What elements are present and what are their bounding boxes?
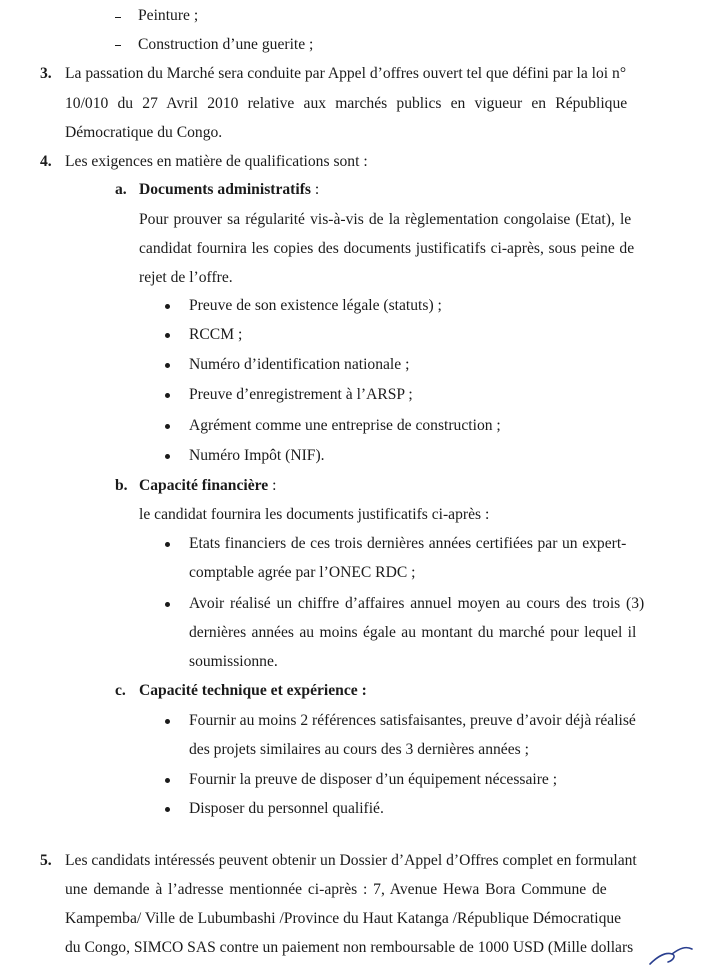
list-item: Avoir réalisé un chiffre d’affaires annuel moyen au cours des trois (3): [189, 595, 645, 612]
bullet-dot: [165, 454, 170, 459]
sub-title: Capacité financière: [139, 477, 269, 494]
bullet-dot: [165, 602, 170, 607]
line-text: La passation du Marché sera conduite par Appel d’offres ouvert tel que défini par la loi n°: [65, 65, 627, 82]
list-item-continuation: comptable agrée par l’ONEC RDC ;: [189, 564, 416, 581]
paragraph-line: 10/010 du 27 Avril 2010 relative aux marchés publics en vigueur en République: [65, 95, 628, 112]
paragraph-line: [65, 66, 665, 82]
list-item: Construction d’une guerite ;: [138, 36, 314, 53]
list-item: Fournir au moins 2 références satisfaisantes, preuve d’avoir déjà réalisé: [189, 712, 636, 729]
bullet-dot: [165, 304, 170, 309]
list-item-continuation: des projets similaires au cours des 3 dernières années ;: [189, 741, 529, 758]
paragraph-line: Les exigences en matière de qualifications sont :: [65, 153, 368, 170]
list-item: Etats financiers de ces trois dernières années certifiées par un expert-: [189, 535, 627, 552]
bullet-dot: [165, 333, 170, 338]
list-item: RCCM ;: [189, 326, 243, 343]
list-item: Numéro Impôt (NIF).: [189, 447, 325, 464]
bullet-dot: [165, 807, 170, 812]
list-item-continuation: dernières années au moins égale au montant du marché pour lequel il: [189, 624, 637, 641]
bullet-dot: [165, 363, 170, 368]
list-item: Peinture ;: [138, 7, 199, 24]
list-item: Disposer du personnel qualifié.: [189, 800, 384, 817]
list-item-continuation: soumissionne.: [189, 653, 278, 670]
sub-title-suffix: :: [268, 477, 277, 494]
item-number: 4.: [40, 153, 52, 170]
sub-letter: c.: [115, 682, 126, 699]
bullet-dot: [165, 542, 170, 547]
bullet-dot: [165, 778, 170, 783]
handwritten-initial-mark: [646, 940, 696, 967]
paragraph-line: du Congo, SIMCO SAS contre un paiement non remboursable de 1000 USD (Mille dollars: [65, 939, 634, 956]
sub-title: Capacité technique et expérience :: [139, 682, 367, 699]
paragraph-line: candidat fournira les copies des documents justificatifs ci-après, sous peine de: [139, 240, 635, 257]
sub-title: Documents administratifs: [139, 181, 311, 198]
list-item: Preuve de son existence légale (statuts) ;: [189, 297, 442, 314]
paragraph-line: une demande à l’adresse mentionnée ci-après : 7, Avenue Hewa Bora Commune de: [65, 881, 607, 898]
paragraph-line: rejet de l’offre.: [139, 269, 233, 286]
paragraph-line: Pour prouver sa régularité vis-à-vis de la règlementation congolaise (Etat), le: [139, 211, 632, 228]
bullet-dot: [165, 719, 170, 724]
paragraph-line: Kampemba/ Ville de Lubumbashi /Province du Haut Katanga /République Démocratique: [65, 910, 622, 927]
dash-marker: [115, 17, 121, 18]
bullet-dot: [165, 424, 170, 429]
dash-marker: [115, 45, 121, 46]
sub-letter: b.: [115, 477, 128, 494]
sub-title-suffix: :: [310, 181, 320, 198]
sub-heading: [139, 478, 276, 494]
item-number: 5.: [40, 852, 52, 869]
list-item: Agrément comme une entreprise de construction ;: [189, 417, 501, 434]
sub-heading: [139, 182, 319, 198]
paragraph-line: Démocratique du Congo.: [65, 124, 223, 141]
item-number: 3.: [40, 65, 52, 82]
sub-letter: a.: [115, 181, 127, 198]
paragraph-line: le candidat fournira les documents justificatifs ci-après :: [139, 506, 490, 523]
list-item: Numéro d’identification nationale ;: [189, 356, 410, 373]
paragraph-line: Les candidats intéressés peuvent obtenir un Dossier d’Appel d’Offres complet en formulant: [65, 852, 637, 869]
list-item: Fournir la preuve de disposer d’un équipement nécessaire ;: [189, 771, 558, 788]
bullet-dot: [165, 393, 170, 398]
list-item: Preuve d’enregistrement à l’ARSP ;: [189, 386, 413, 403]
